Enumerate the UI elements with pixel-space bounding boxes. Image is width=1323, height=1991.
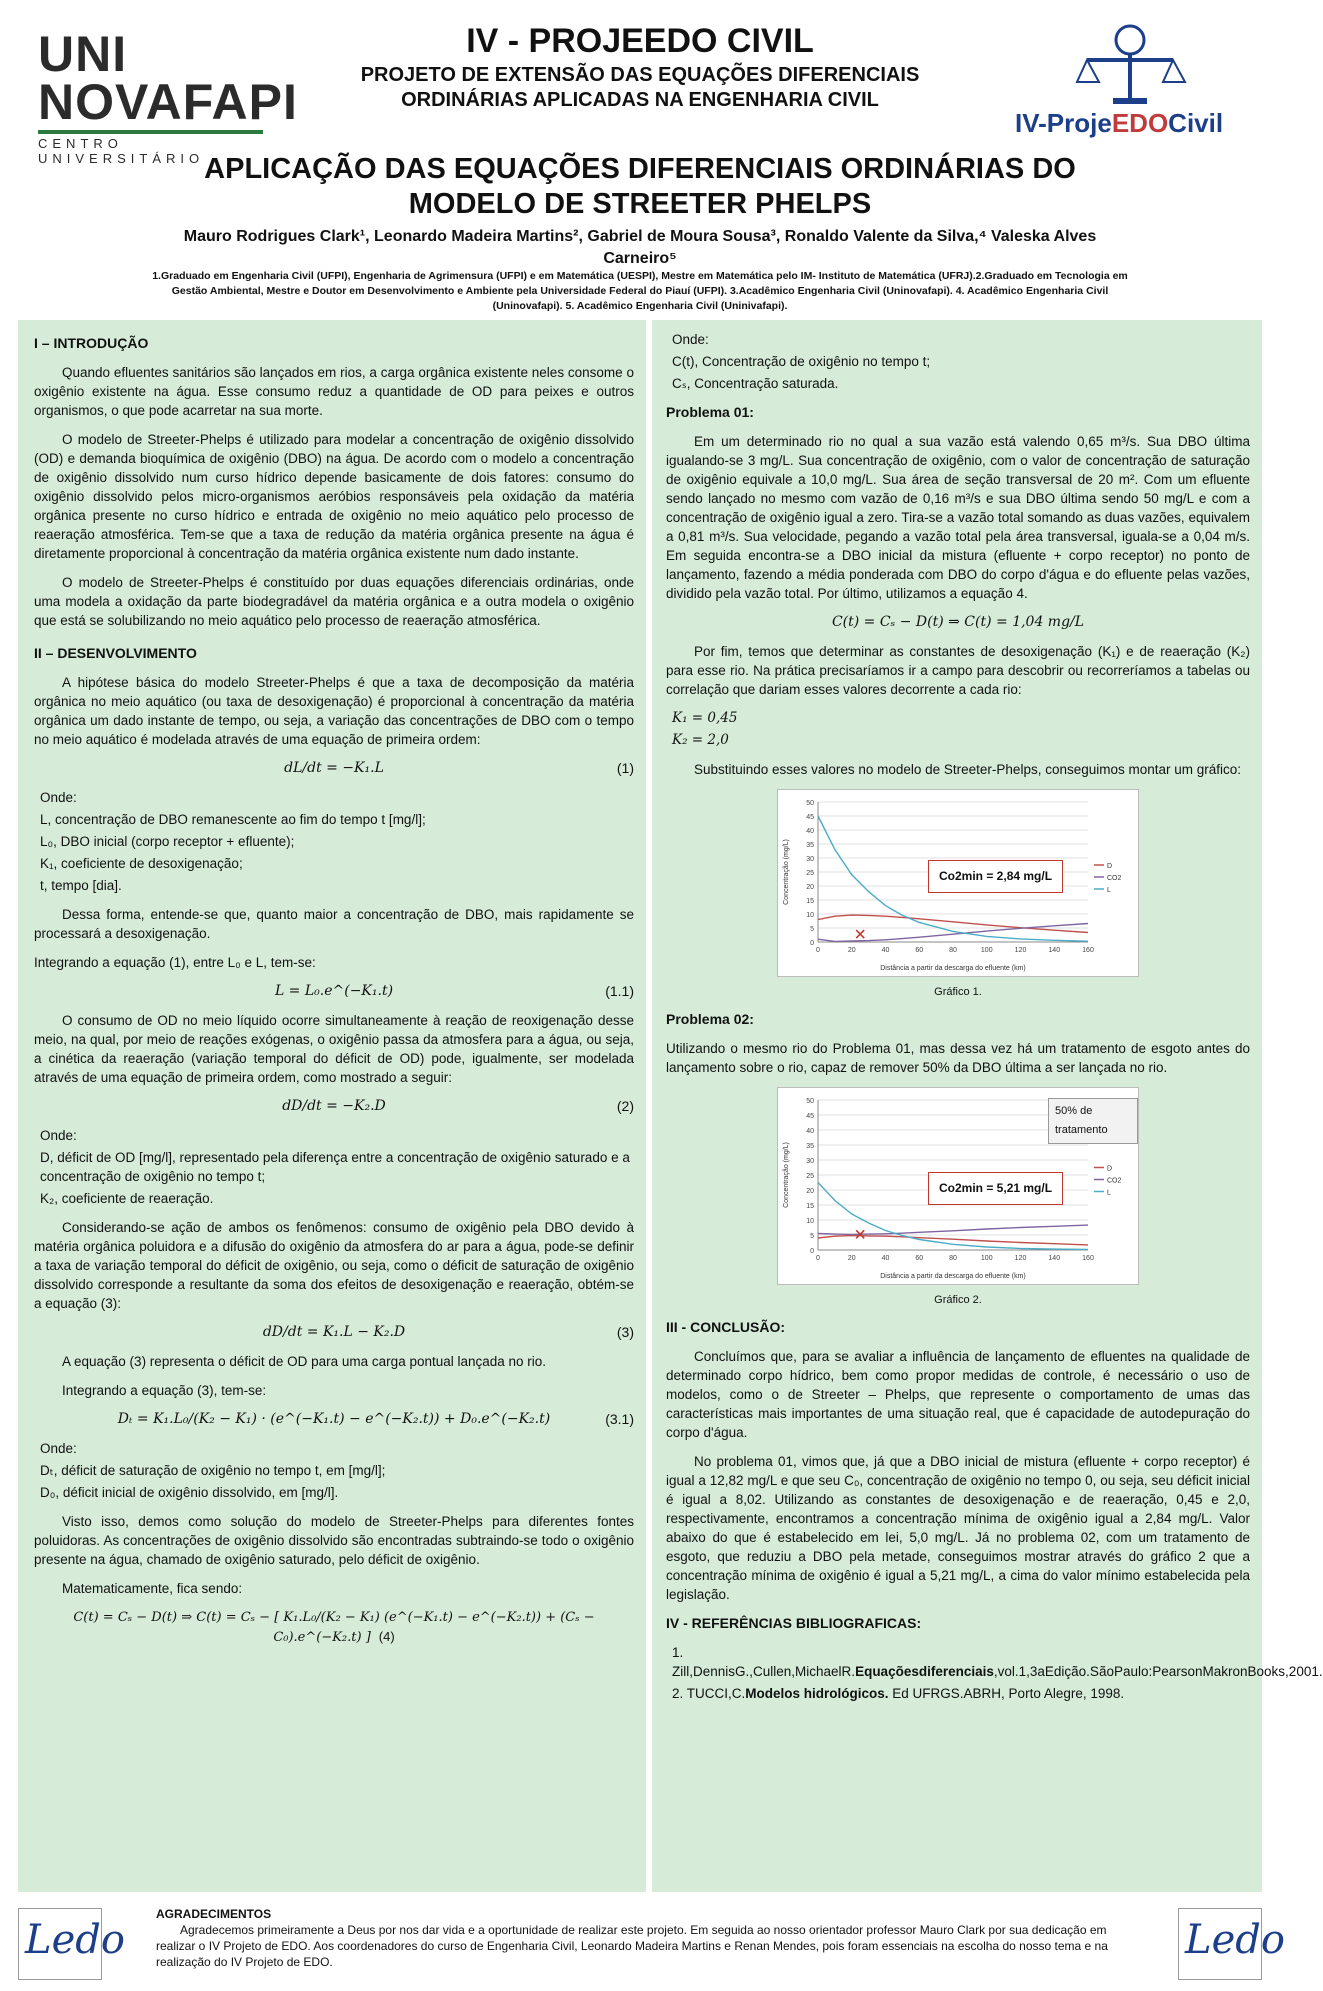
legend-label: D (1107, 1165, 1113, 1173)
y-tick-label: 40 (806, 828, 814, 835)
problem-1-equation: C(t) = Cₛ − D(t) ⇒ C(t) = 1,04 mg/L (831, 614, 1085, 630)
equation-3-1: Dₜ = K₁.L₀/(K₂ − K₁) · (e^(−K₁.t) − e^(−K₂.t)) + D₀.e^(−K₂.t) (3.1) (117, 1411, 634, 1427)
chart-2-caption: Gráfico 2. (934, 1294, 982, 1306)
development-paragraph: O consumo de OD no meio líquido ocorre simultaneamente à reação de reoxigenação desse meio, na qual, por meio de reações exógenas, o oxigênio passa da atmosfera para a água, ou seja, a cinética da reaeração (variação temporal do déficit de OD) pode, igualmente, ser modelada através de uma equação de primeira ordem, como mostrado a seguir: (34, 1013, 634, 1085)
equation-1-1: L = L₀.e^(−K₁.t) (1.1) (274, 983, 634, 999)
y-tick-label: 15 (806, 898, 814, 905)
legend-label: L (1107, 1189, 1111, 1197)
x-tick-label: 20 (847, 947, 856, 954)
x-tick-label: 40 (881, 1255, 890, 1262)
references-heading: IV - REFERÊNCIAS BIBLIOGRAFICAS: (666, 1615, 922, 1631)
variables-list-2: Onde: D, déficit de OD [mg/l], representado pela diferença entre a concentração de oxigênio saturado e a concentração de oxigênio no tempo t; K₂, coeficiente de reaeração. (40, 1128, 630, 1206)
x-axis-label: Distância a partir da descarga do efluente (km) (880, 965, 1026, 972)
x-tick-label: 80 (949, 947, 957, 954)
development-paragraph: Matematicamente, fica sendo: (62, 1581, 243, 1596)
poster-header (0, 0, 1280, 318)
affiliations: 1.Graduado em Engenharia Civil (UFPI), Engenharia de Agrimensura (UFPI) e em Matemática (UESPI), Mestre em Matemática pelo IM- Instituto de Matemática (UFRJ).2.Graduado em Tecnologia em Gestão Ambiental, Mestre e Doutor em Desenvolvimento e Ambiente pela Universidade Federal do Piauí (UFPI). 3.Acadêmico Engenharia Civil (Uninovafapi). 4. Acadêmico Engenharia Civil (Uninovafapi). 5. Acadêmico Engenharia Civil (Uninivafapi). (152, 270, 1128, 312)
equation-1: dL/dt = −K₁.L (1) (284, 760, 634, 776)
x-tick-label: 0 (816, 947, 820, 954)
logo-line1: UNI (38, 26, 128, 82)
legend-label: CO2 (1107, 875, 1122, 882)
equation-4: C(t) = Cₛ − D(t) ⇒ C(t) = Cₛ − [ K₁.L₀/(K₂ − K₁) (e^(−K₁.t) − e^(−K₂.t)) + (Cₛ − C₀).e^(−K₂.t) ] (4) (73, 1610, 595, 1645)
poster-title: APLICAÇÃO DAS EQUAÇÕES DIFERENCIAIS ORDINÁRIAS DO MODELO DE STREETER PHELPS (204, 153, 1076, 220)
chart-2 (777, 1087, 1139, 1285)
development-paragraph: A equação (3) representa o déficit de OD para uma carga pontual lançada no rio. (62, 1354, 547, 1369)
problem-1-text: Em um determinado rio no qual a sua vazão está valendo 0,65 m³/s. Sua DBO última igualando-se 3 mg/L. Sua concentração de oxigênio, com o valor de concentração de saturação de oxigênio equivale a 10,0 mg/L. Sua área de seção transversal de 20 m². Com um efluente sendo lançado no mesmo com vazão de 0,16 m³/s e sua DBO última sendo 50 mg/L e com a concentração de oxigênio igual a zero. Tira-se a vazão total somando as duas vazões, equivalem a 0,81 m³/s. Sua velocidade, pegando a vazão total pela área transversal, iguala-se a 0,04 m/s. Em seguida encontra-se a DBO inicial da mistura (efluente + corpo receptor) no ponto de lançamento, fazendo a média ponderada com DBO do corpo d'água e do efluente pelas vazões, dividido pela vazão total. Por último, utilizamos a equação 4. (666, 434, 1250, 601)
intro-paragraph: O modelo de Streeter-Phelps é utilizado para modelar a concentração de oxigênio dissolvido (OD) e demanda bioquímica de oxigênio (DBO) na água. De acordo com o modelo a concentração de oxigênio dissolvido num curso hídrico depende basicamente de dois fatores: consumo do oxigênio dissolvido pelos micro-organismos aeróbios responsáveis pela oxidação da matéria orgânica presente no curso hídrico e entrada de oxigênio no meio aquático pelo processo de reaeração atmosférica. Tem-se que a taxa de redução da matéria orgânica presente na água é diretamente proporcional à concentração da matéria orgânica existente num dado instante. (34, 432, 634, 561)
chart-1 (777, 789, 1139, 977)
development-paragraph: Considerando-se ação de ambos os fenômenos: consumo de oxigênio pela DBO devido à matéria orgânica poluidora e a difusão do oxigênio da atmosfera do ar para a água, pode-se definir a taxa de variação temporal do déficit de oxigênio, ou seja, como o déficit de saturação de oxigênio dissolvido corresponde a resultante da soma dos efeitos de desoxigenação e reaeração, obtém-se a equação (3): (34, 1220, 634, 1311)
acknowledgements (18, 1902, 1285, 1984)
y-axis-label: Concentração (mg/L) (783, 1142, 790, 1208)
chart-2-annotation: Co2min = 5,21 mg/L (928, 1172, 1063, 1205)
x-tick-label: 80 (949, 1255, 957, 1262)
y-tick-label: 50 (806, 800, 814, 807)
x-axis-label: Distância a partir da descarga do efluente (km) (880, 1273, 1026, 1280)
equation-3: dD/dt = K₁.L − K₂.D (3) (262, 1324, 634, 1340)
y-tick-label: 35 (806, 842, 814, 849)
y-tick-label: 45 (806, 1113, 814, 1120)
y-tick-label: 10 (806, 1218, 814, 1225)
y-tick-label: 5 (810, 1233, 814, 1240)
variables-list-3: Onde: Dₜ, déficit de saturação de oxigênio no tempo t, em [mg/l]; D₀, déficit inicial de oxigênio dissolvido, em [mg/l]. (40, 1441, 386, 1500)
y-tick-label: 25 (806, 1173, 814, 1180)
x-tick-label: 140 (1048, 947, 1061, 954)
x-tick-label: 100 (980, 1255, 993, 1262)
x-tick-label: 160 (1082, 947, 1094, 954)
conclusion-heading: III - CONCLUSÃO: (666, 1319, 785, 1335)
y-tick-label: 35 (806, 1143, 814, 1150)
series-line-d (818, 915, 1088, 932)
acknowledgements-text: Agradecemos primeiramente a Deus por nos dar vida e a oportunidade de realizar este projeto. Em seguida ao nosso orientador professor Mauro Clark por sua dedicação em realizar o IV Projeto de EDO. Aos coordenadores do curso de Engenharia Civil, Leonardo Madeira Martins e Renan Mendes, pois foram essenciais na escolha do nosso tema e na realização do IV Projeto de EDO. (156, 1923, 1108, 1969)
edo-logo-left: Ledo (18, 1908, 102, 1980)
right-column (666, 330, 1323, 1703)
y-tick-label: 25 (806, 870, 814, 877)
scale-icon (1075, 20, 1185, 106)
intro-paragraph: Quando efluentes sanitários são lançados em rios, a carga orgânica existente neles consome o oxigênio existente na água. Esse consumo reduz a quantidade de OD para peixes e outros organismos, o que pode acarretar na sua morte. (34, 365, 634, 418)
projeedo-logo-text: IV-ProjeEDOCivil (1015, 108, 1224, 138)
x-tick-label: 60 (915, 947, 924, 954)
y-tick-label: 20 (806, 884, 814, 891)
development-heading: II – DESENVOLVIMENTO (34, 645, 197, 661)
uninovafapi-logo (38, 26, 298, 166)
x-tick-label: 140 (1048, 1255, 1061, 1262)
y-tick-label: 10 (806, 912, 814, 919)
x-tick-label: 0 (816, 1255, 820, 1262)
reference-item: 1. Zill,DennisG.,Cullen,MichaelR.Equaçõesdiferenciais,vol.1,3aEdição.SãoPaulo:PearsonMakronBooks,2001. (672, 1645, 1323, 1679)
chart-2-subtitle: 50% de tratamento (1048, 1098, 1138, 1144)
project-title: PROJETO DE EXTENSÃO DAS EQUAÇÕES DIFERENCIAIS ORDINÁRIAS APLICADAS NA ENGENHARIA CIVIL (360, 64, 920, 111)
legend-label: D (1107, 863, 1113, 870)
legend-label: CO2 (1107, 1177, 1122, 1185)
x-tick-label: 160 (1082, 1255, 1094, 1262)
y-tick-label: 20 (806, 1188, 814, 1195)
problem-1-text: Substituindo esses valores no modelo de Streeter-Phelps, conseguimos montar um gráfico: (694, 762, 1242, 777)
y-tick-label: 0 (810, 940, 814, 947)
development-paragraph: Dessa forma, entende-se que, quanto maior a concentração de DBO, mais rapidamente se processará a desoxigenação. (34, 907, 634, 941)
logo-subtitle: CENTRO UNIVERSITÁRIO (38, 136, 205, 166)
y-tick-label: 40 (806, 1128, 814, 1135)
y-tick-label: 0 (810, 1248, 814, 1255)
authors: Mauro Rodrigues Clark¹, Leonardo Madeira Martins², Gabriel de Moura Sousa³, Ronaldo Valente da Silva,⁴ Valeska Alves Carneiro⁵ (183, 228, 1097, 267)
development-paragraph: Visto isso, demos como solução do modelo de Streeter-Phelps para diferentes fontes poluidoras. As concentrações de oxigênio dissolvido são encontradas subtraindo-se todo o oxigênio presente na água, chamado de oxigênio saturado, pelo déficit de oxigênio. (34, 1514, 634, 1567)
legend-label: L (1107, 887, 1111, 894)
edo-logo-right: Ledo (1178, 1908, 1262, 1980)
problem-2-text: Utilizando o mesmo rio do Problema 01, mas dessa vez há um tratamento de esgoto antes do lançamento sobre o rio, capaz de remover 50% da DBO última a ser lançada no rio. (666, 1041, 1250, 1075)
y-axis-label: Concentração (mg/L) (783, 839, 790, 905)
intro-heading: I – INTRODUÇÃO (34, 335, 149, 351)
variables-list-1: Onde: L, concentração de DBO remanescente ao fim do tempo t [mg/l]; L₀, DBO inicial (corpo receptor + efluente); K₁, coeficiente de desoxigenação; t, tempo [dia]. (40, 790, 426, 893)
chart-1-annotation: Co2min = 2,84 mg/L (928, 860, 1063, 893)
y-tick-label: 50 (806, 1098, 814, 1105)
acknowledgements-heading: AGRADECIMENTOS (156, 1907, 272, 1921)
development-paragraph: Integrando a equação (1), entre L₀ e L, tem-se: (34, 955, 316, 970)
development-paragraph: Integrando a equação (3), tem-se: (62, 1383, 267, 1398)
intro-paragraph: O modelo de Streeter-Phelps é constituído por duas equações diferenciais ordinárias, onde uma modela a oxidação da parte biodegradável da matéria orgânica e a outra modela o oxigênio que está se solubilizando no meio aquático pelo processo de reaeração atmosférica. (34, 575, 634, 628)
chart-1-caption: Gráfico 1. (934, 986, 982, 998)
problem-2-heading: Problema 02: (666, 1011, 754, 1027)
projeedo-logo (1015, 20, 1230, 150)
conclusion-text: No problema 01, vimos que, já que a DBO inicial de mistura (efluente + corpo receptor) é igual a 12,82 mg/L e que seu C₀, concentração de oxigênio no tempo 0, ou seja, seu déficit inicial é igual a 8,02. Utilizando as constantes de desoxigenação e de reaeração, 0,45 e 2,0, respectivamente, encontramos a concentração mínima de oxigênio igual a 2,84 mg/L. Valor abaixo do que é estabelecido em lei, 5,0 mg/L. Já no problema 02, com um tratamento de esgoto, que reduziu a DBO pela metade, conseguimos mostrar através do gráfico 2 que a concentração mínima de oxigênio é igual a 5,21 mg/L, a cima do valor mínimo estabelecida pela legislação. (666, 1454, 1250, 1602)
development-paragraph: A hipótese básica do modelo Streeter-Phelps é que a taxa de decomposição da matéria orgânica no meio aquático (ou taxa de desoxigenação) é proporcional à concentração da matéria orgânica um dado instante de tempo, ou seja, a variação das concentrações de DBO com o tempo no meio aquático é modelada através de uma equação de primeira ordem: (34, 675, 634, 747)
x-tick-label: 60 (915, 1255, 924, 1262)
y-tick-label: 5 (810, 926, 814, 933)
y-tick-label: 30 (806, 856, 814, 863)
constants-list: K₁ = 0,45 K₂ = 2,0 (672, 710, 738, 748)
x-tick-label: 100 (980, 947, 993, 954)
acknowledgements-body (156, 1906, 1116, 1970)
problem-1-heading: Problema 01: (666, 404, 754, 420)
variables-list-4: Onde: C(t), Concentração de oxigênio no tempo t; Cₛ, Concentração saturada. (672, 332, 931, 391)
left-column (34, 330, 634, 1657)
x-tick-label: 120 (1014, 1255, 1027, 1262)
y-tick-label: 45 (806, 814, 814, 821)
reference-item: 2. TUCCI,C.Modelos hidrológicos. Ed UFRGS.ABRH, Porto Alegre, 1998. (672, 1686, 1125, 1701)
x-tick-label: 40 (881, 947, 890, 954)
event-title: IV - PROJEEDO CIVIL (466, 22, 814, 60)
conclusion-text: Concluímos que, para se avaliar a influência de lançamento de efluentes na qualidade de determinado corpo hídrico, bem como propor medidas de controle, é necessário o uso de modelos, como o de Streeter – Phelps, que represente o comportamento de umas das características mais importantes de uma situação real, que é capacidade de autodepuração do corpo d'água. (666, 1349, 1250, 1440)
logo-line2: NOVAFAPI (38, 74, 298, 130)
y-tick-label: 15 (806, 1203, 814, 1210)
equation-2: dD/dt = −K₂.D (2) (282, 1098, 634, 1114)
y-tick-label: 30 (806, 1158, 814, 1165)
x-tick-label: 120 (1014, 947, 1027, 954)
problem-1-text: Por fim, temos que determinar as constantes de desoxigenação (K₁) e de reaeração (K₂) para esse rio. Na prática precisaríamos ir a campo para descobrir ou recorreríamos a tabelas ou correlação que dariam esses valores decorrente a cada rio: (666, 644, 1250, 697)
x-tick-label: 20 (847, 1255, 856, 1262)
